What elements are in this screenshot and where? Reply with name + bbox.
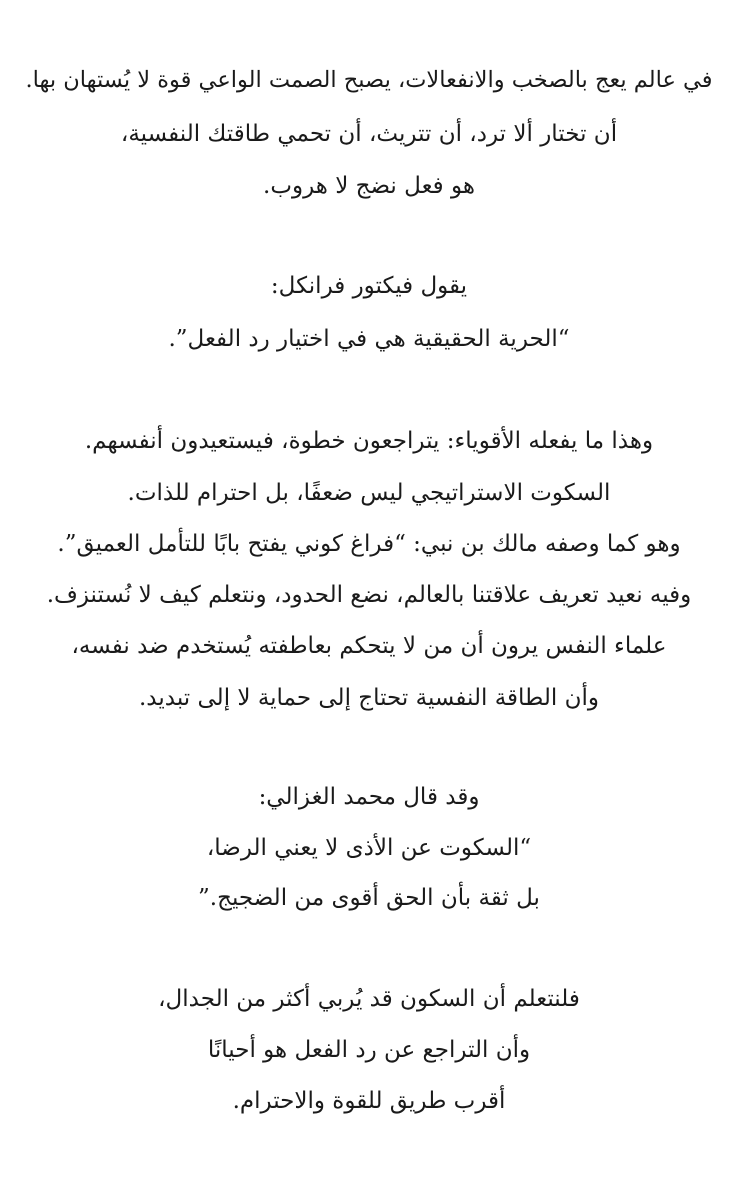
text-line: وهو كما وصفه مالك بن نبي: “فراغ كوني يفتح بابًا للتأمل العميق”. [57, 531, 681, 557]
text-line: علماء النفس يرون أن من لا يتحكم بعاطفته يُستخدم ضد نفسه، [71, 633, 667, 659]
text-line: يقول فيكتور فرانكل: [270, 273, 468, 299]
text-line: في عالم يعج بالصخب والانفعالات، يصبح الصمت الواعي قوة لا يُستهان بها. [25, 67, 713, 93]
text-line: وفيه نعيد تعريف علاقتنا بالعالم، نضع الحدود، ونتعلم كيف لا نُستنزف. [46, 582, 692, 608]
quote-line: بل ثقة بأن الحق أقوى من الضجيج.” [198, 885, 540, 911]
text-line: السكوت الاستراتيجي ليس ضعفًا، بل احترام للذات. [127, 480, 611, 506]
text-line: وقد قال محمد الغزالي: [258, 784, 480, 810]
quote-line: “الحرية الحقيقية هي في اختيار رد الفعل”. [168, 326, 570, 352]
text-line: وأن الطاقة النفسية تحتاج إلى حماية لا إلى تبديد. [139, 685, 599, 711]
text-line: أقرب طريق للقوة والاحترام. [232, 1088, 506, 1114]
text-line: فلنتعلم أن السكون قد يُربي أكثر من الجدال، [158, 986, 580, 1012]
text-line: وهذا ما يفعله الأقوياء: يتراجعون خطوة، فيستعيدون أنفسهم. [84, 428, 654, 454]
quote-line: “السكوت عن الأذى لا يعني الرضا، [206, 835, 532, 861]
text-line: هو فعل نضج لا هروب. [263, 173, 475, 199]
text-line: وأن التراجع عن رد الفعل هو أحيانًا [207, 1037, 531, 1063]
text-line: أن تختار ألا ترد، أن تتريث، أن تحمي طاقتك النفسية، [120, 121, 618, 147]
